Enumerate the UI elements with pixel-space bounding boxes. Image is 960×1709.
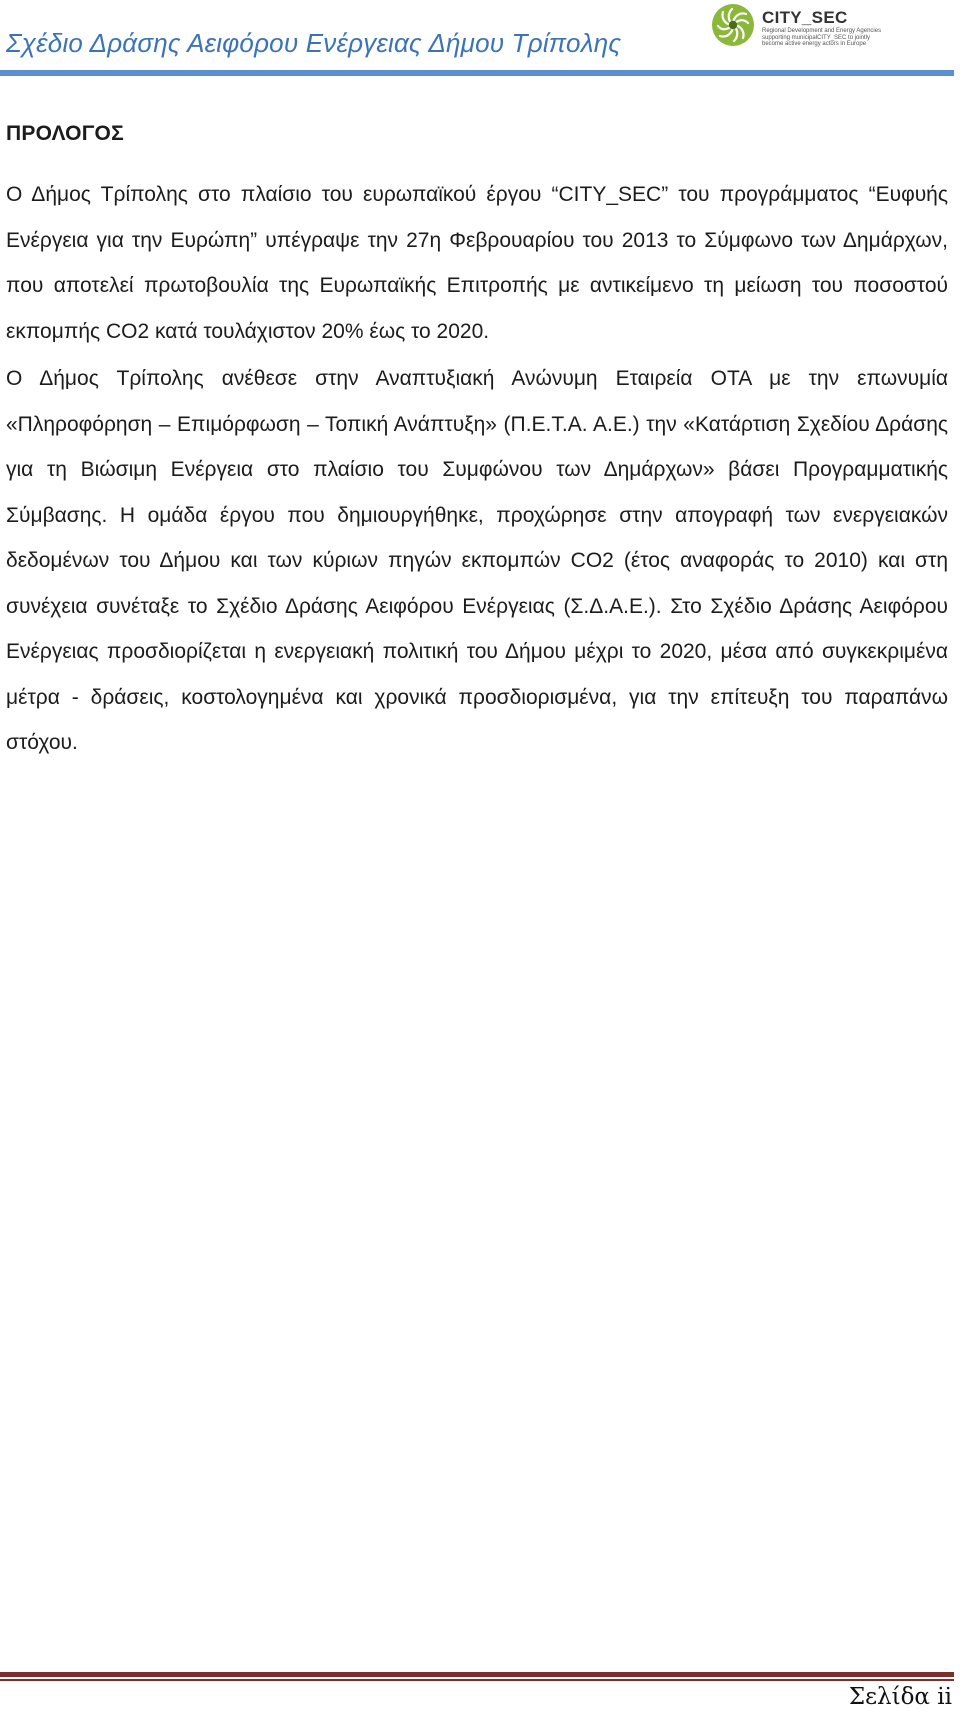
page-header bbox=[0, 0, 960, 78]
document-title: Σχέδιο Δράσης Αειφόρου Ενέργειας Δήμου Τρίπολης bbox=[6, 28, 622, 58]
logo-tagline-line: supporting municipalCITY_SEC to jointly bbox=[762, 34, 871, 41]
footer-divider-thick bbox=[0, 1672, 954, 1677]
city-sec-logo-icon bbox=[710, 2, 756, 48]
city-sec-logo bbox=[710, 2, 955, 48]
page-content bbox=[6, 122, 948, 768]
paragraph: Ο Δήμος Τρίπολης στο πλαίσιο του ευρωπαϊκού έργου “CITY_SEC” του προγράμματος “Ευφυής Ενέργεια για την Ευρώπη” υπέγραψε την 27η Φεβρουαρίου του 2013 το Σύμφωνο των Δημάρχων, που αποτελεί πρωτοβουλία της Ευρωπαϊκής Επιτροπής με αντικείμενο τη μείωση του ποσοστού εκπομπής CO2 κατά τουλάχιστον 20% έως το 2020. bbox=[6, 183, 948, 343]
section-heading: ΠΡΟΛΟΓΟΣ bbox=[6, 122, 124, 145]
header-divider bbox=[0, 70, 954, 76]
logo-tagline-line: Regional Development and Energy Agencies bbox=[762, 28, 882, 34]
logo-tagline bbox=[762, 28, 952, 48]
page-number: Σελίδα ii bbox=[848, 1684, 952, 1709]
logo-tagline-line: become active energy actors in Europe bbox=[762, 41, 867, 48]
footer-divider-thin bbox=[0, 1679, 954, 1681]
paragraph: Ο Δήμος Τρίπολης ανέθεσε στην Αναπτυξιακή Ανώνυμη Εταιρεία ΟΤΑ με την επωνυμία «Πληροφόρηση – Επιμόρφωση – Τοπική Ανάπτυξη» (Π.Ε.Τ.Α. Α.Ε.) την «Κατάρτιση Σχεδίου Δράσης για τη Βιώσιμη Ενέργεια στο πλαίσιο του Συμφώνου των Δημάρχων» βάσει Προγραμματικής Σύμβασης. Η ομάδα έργου που δημιουργήθηκε, προχώρησε στην απογραφή των ενεργειακών δεδομένων του Δήμου και των κύριων πηγών εκπομπών CO2 (έτος αναφοράς το 2010) και στη συνέχεια συνέταξε το Σχέδιο Δράσης Αειφόρου Ενέργειας (Σ.Δ.Α.Ε.). Στο Σχέδιο Δράσης Αειφόρου Ενέργειας προσδιορίζεται η ενεργειακή πολιτική του Δήμου μέχρι το 2020, μέσα από συγκεκριμένα μέτρα - δράσεις, κοστολογημένα και χρονικά προσδιορισμένα, για την επίτευξη του παραπάνω στόχου. bbox=[6, 367, 948, 754]
logo-name: CITY_SEC bbox=[762, 8, 848, 27]
